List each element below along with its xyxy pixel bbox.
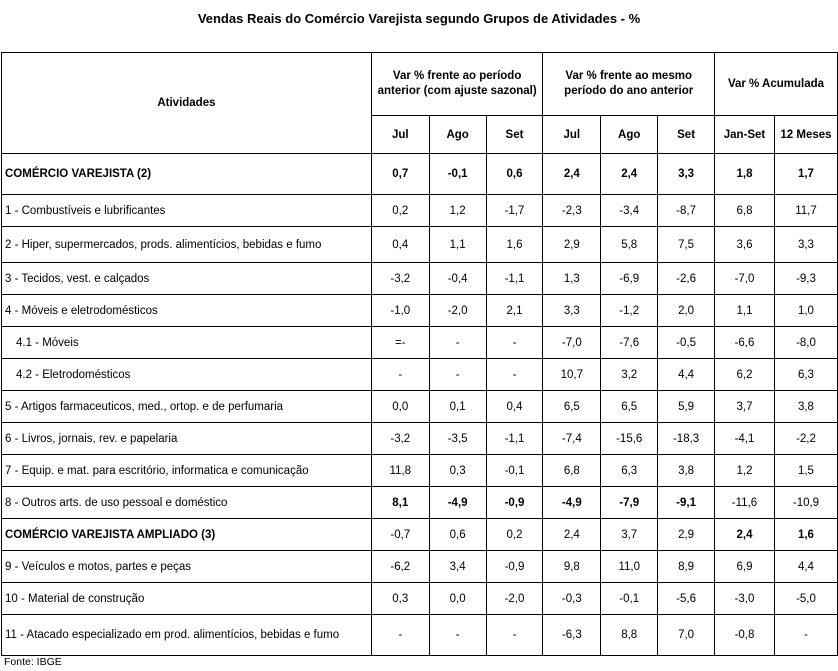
value-jul-prev: - [371, 615, 429, 656]
value-jan-set: 3,7 [715, 391, 775, 423]
value-ago-prev: 0,0 [429, 583, 486, 615]
value-jan-set: 6,9 [715, 551, 775, 583]
value-jul-prev: - [371, 359, 429, 391]
value-12-meses: -5,0 [774, 583, 837, 615]
value-jan-set: 6,2 [715, 359, 775, 391]
activity-label: 3 - Tecidos, vest. e calçados [2, 263, 372, 295]
value-ago-prev: 1,2 [429, 195, 486, 227]
activity-label: 8 - Outros arts. de uso pessoal e doméstico [2, 487, 372, 519]
value-jan-set: -4,1 [715, 423, 775, 455]
subheader-jan-set: Jan-Set [715, 116, 775, 154]
table-row [2, 455, 838, 487]
value-set-prev: -1,1 [486, 263, 543, 295]
subheader-12-meses: 12 Meses [774, 116, 837, 154]
table-row [2, 154, 838, 195]
value-set-yoy: -9,1 [658, 487, 715, 519]
value-set-yoy: 8,9 [658, 551, 715, 583]
value-ago-prev: -0,4 [429, 263, 486, 295]
value-set-yoy: -2,6 [658, 263, 715, 295]
value-ago-yoy: -3,4 [601, 195, 658, 227]
value-jul-prev: 8,1 [371, 487, 429, 519]
value-jul-yoy: -2,3 [543, 195, 601, 227]
value-set-prev: - [486, 327, 543, 359]
activity-label: 1 - Combustíveis e lubrificantes [2, 195, 372, 227]
value-ago-prev: -2,0 [429, 295, 486, 327]
value-set-yoy: 3,3 [658, 154, 715, 195]
value-ago-yoy: 11,0 [601, 551, 658, 583]
value-jan-set: 1,2 [715, 455, 775, 487]
value-set-yoy: -8,7 [658, 195, 715, 227]
activities-header: Atividades [2, 53, 372, 154]
value-ago-yoy: 2,4 [601, 154, 658, 195]
activity-label: COMÉRCIO VAREJISTA (2) [2, 154, 372, 195]
subheader-jul-2: Jul [543, 116, 601, 154]
table-row [2, 263, 838, 295]
value-set-prev: 1,6 [486, 227, 543, 263]
value-jan-set: -0,8 [715, 615, 775, 656]
value-jul-yoy: 3,3 [543, 295, 601, 327]
value-ago-prev: 1,1 [429, 227, 486, 263]
value-12-meses: - [774, 615, 837, 656]
value-set-prev: 2,1 [486, 295, 543, 327]
value-ago-prev: 0,3 [429, 455, 486, 487]
value-ago-yoy: 6,5 [601, 391, 658, 423]
value-jan-set: -6,6 [715, 327, 775, 359]
value-12-meses: 3,8 [774, 391, 837, 423]
value-jan-set: 1,8 [715, 154, 775, 195]
header-group-previous-period: Var % frente ao período anterior (com ajuste sazonal) [371, 53, 543, 116]
value-ago-prev: - [429, 327, 486, 359]
value-12-meses: 1,6 [774, 519, 837, 551]
value-12-meses: 4,4 [774, 551, 837, 583]
value-ago-yoy: -0,1 [601, 583, 658, 615]
value-set-yoy: 7,0 [658, 615, 715, 656]
value-jul-yoy: -7,4 [543, 423, 601, 455]
value-set-prev: - [486, 615, 543, 656]
value-jan-set: -11,6 [715, 487, 775, 519]
table-row [2, 295, 838, 327]
value-set-prev: 0,6 [486, 154, 543, 195]
value-jul-yoy: 2,4 [543, 519, 601, 551]
value-jul-yoy: 9,8 [543, 551, 601, 583]
value-jan-set: 6,8 [715, 195, 775, 227]
table-row [2, 327, 838, 359]
value-12-meses: 11,7 [774, 195, 837, 227]
table-row [2, 195, 838, 227]
value-set-yoy: 4,4 [658, 359, 715, 391]
value-jul-yoy: 10,7 [543, 359, 601, 391]
value-set-prev: -0,9 [486, 487, 543, 519]
value-ago-yoy: 8,8 [601, 615, 658, 656]
value-jul-yoy: 6,5 [543, 391, 601, 423]
table-row [2, 615, 838, 656]
value-ago-prev: 3,4 [429, 551, 486, 583]
value-ago-yoy: 3,2 [601, 359, 658, 391]
value-jul-yoy: -0,3 [543, 583, 601, 615]
activity-label: 6 - Livros, jornais, rev. e papelaria [2, 423, 372, 455]
table-row [2, 423, 838, 455]
value-set-prev: 0,4 [486, 391, 543, 423]
value-jul-yoy: 2,4 [543, 154, 601, 195]
sales-table [1, 52, 838, 656]
value-set-yoy: 5,9 [658, 391, 715, 423]
subheader-jul-1: Jul [371, 116, 429, 154]
table-row [2, 519, 838, 551]
value-ago-prev: -4,9 [429, 487, 486, 519]
value-12-meses: 1,0 [774, 295, 837, 327]
value-set-yoy: 2,0 [658, 295, 715, 327]
value-jul-yoy: -6,3 [543, 615, 601, 656]
value-jul-prev: 0,0 [371, 391, 429, 423]
value-12-meses: -9,3 [774, 263, 837, 295]
header-group-same-period-last-year: Var % frente ao mesmo período do ano anterior [543, 53, 715, 116]
value-12-meses: 1,5 [774, 455, 837, 487]
value-set-yoy: 7,5 [658, 227, 715, 263]
activity-label: 9 - Veículos e motos, partes e peças [2, 551, 372, 583]
value-set-prev: -0,9 [486, 551, 543, 583]
header-group-accumulated: Var % Acumulada [715, 53, 838, 116]
value-ago-prev: -0,1 [429, 154, 486, 195]
value-jan-set: -3,0 [715, 583, 775, 615]
value-ago-yoy: -7,6 [601, 327, 658, 359]
value-set-prev: -0,1 [486, 455, 543, 487]
value-set-yoy: -18,3 [658, 423, 715, 455]
value-ago-prev: 0,1 [429, 391, 486, 423]
table-row [2, 487, 838, 519]
value-ago-yoy: 3,7 [601, 519, 658, 551]
value-jul-prev: -1,0 [371, 295, 429, 327]
activity-label: 10 - Material de construção [2, 583, 372, 615]
value-ago-prev: - [429, 615, 486, 656]
activity-label: 7 - Equip. e mat. para escritório, informatica e comunicação [2, 455, 372, 487]
value-set-yoy: 2,9 [658, 519, 715, 551]
value-set-yoy: -0,5 [658, 327, 715, 359]
value-jan-set: 3,6 [715, 227, 775, 263]
value-jul-prev: 0,7 [371, 154, 429, 195]
value-ago-yoy: -15,6 [601, 423, 658, 455]
source-note: Fonte: IBGE [4, 656, 62, 668]
value-jul-yoy: 6,8 [543, 455, 601, 487]
value-jul-prev: -3,2 [371, 263, 429, 295]
value-jul-prev: 0,3 [371, 583, 429, 615]
value-jul-prev: 0,4 [371, 227, 429, 263]
subheader-ago-2: Ago [601, 116, 658, 154]
value-set-prev: -1,1 [486, 423, 543, 455]
value-ago-yoy: -6,9 [601, 263, 658, 295]
value-set-prev: - [486, 359, 543, 391]
value-set-yoy: -5,6 [658, 583, 715, 615]
value-jul-yoy: 1,3 [543, 263, 601, 295]
value-jul-prev: 11,8 [371, 455, 429, 487]
value-12-meses: 3,3 [774, 227, 837, 263]
activity-label: 4.1 - Móveis [2, 327, 372, 359]
value-ago-yoy: -1,2 [601, 295, 658, 327]
table-title: Vendas Reais do Comércio Varejista segundo Grupos de Atividades - % [197, 11, 641, 26]
table-row [2, 583, 838, 615]
value-jul-yoy: -7,0 [543, 327, 601, 359]
value-jul-prev: -3,2 [371, 423, 429, 455]
value-ago-yoy: -7,9 [601, 487, 658, 519]
subheader-ago-1: Ago [429, 116, 486, 154]
activity-label: 11 - Atacado especializado em prod. alimentícios, bebidas e fumo [2, 615, 372, 656]
value-jul-prev: 0,2 [371, 195, 429, 227]
value-jan-set: 2,4 [715, 519, 775, 551]
value-12-meses: -10,9 [774, 487, 837, 519]
table-row [2, 227, 838, 263]
subheader-set-2: Set [658, 116, 715, 154]
value-12-meses: 1,7 [774, 154, 837, 195]
value-set-prev: -2,0 [486, 583, 543, 615]
value-jul-prev: -0,7 [371, 519, 429, 551]
value-12-meses: -2,2 [774, 423, 837, 455]
value-ago-yoy: 6,3 [601, 455, 658, 487]
subheader-set-1: Set [486, 116, 543, 154]
value-jan-set: -7,0 [715, 263, 775, 295]
activity-label: COMÉRCIO VAREJISTA AMPLIADO (3) [2, 519, 372, 551]
table-row [2, 391, 838, 423]
value-jul-prev: =- [371, 327, 429, 359]
value-12-meses: 6,3 [774, 359, 837, 391]
activity-label: 4.2 - Eletrodomésticos [2, 359, 372, 391]
value-ago-prev: - [429, 359, 486, 391]
value-ago-yoy: 5,8 [601, 227, 658, 263]
value-ago-prev: 0,6 [429, 519, 486, 551]
value-jul-yoy: -4,9 [543, 487, 601, 519]
value-jul-yoy: 2,9 [543, 227, 601, 263]
value-jan-set: 1,1 [715, 295, 775, 327]
value-ago-prev: -3,5 [429, 423, 486, 455]
value-jul-prev: -6,2 [371, 551, 429, 583]
table-row [2, 551, 838, 583]
activity-label: 2 - Hiper, supermercados, prods. alimentícios, bebidas e fumo [2, 227, 372, 263]
activity-label: 5 - Artigos farmaceuticos, med., ortop. e de perfumaria [2, 391, 372, 423]
value-set-yoy: 3,8 [658, 455, 715, 487]
value-set-prev: -1,7 [486, 195, 543, 227]
value-12-meses: -8,0 [774, 327, 837, 359]
value-set-prev: 0,2 [486, 519, 543, 551]
table-row [2, 359, 838, 391]
activity-label: 4 - Móveis e eletrodomésticos [2, 295, 372, 327]
